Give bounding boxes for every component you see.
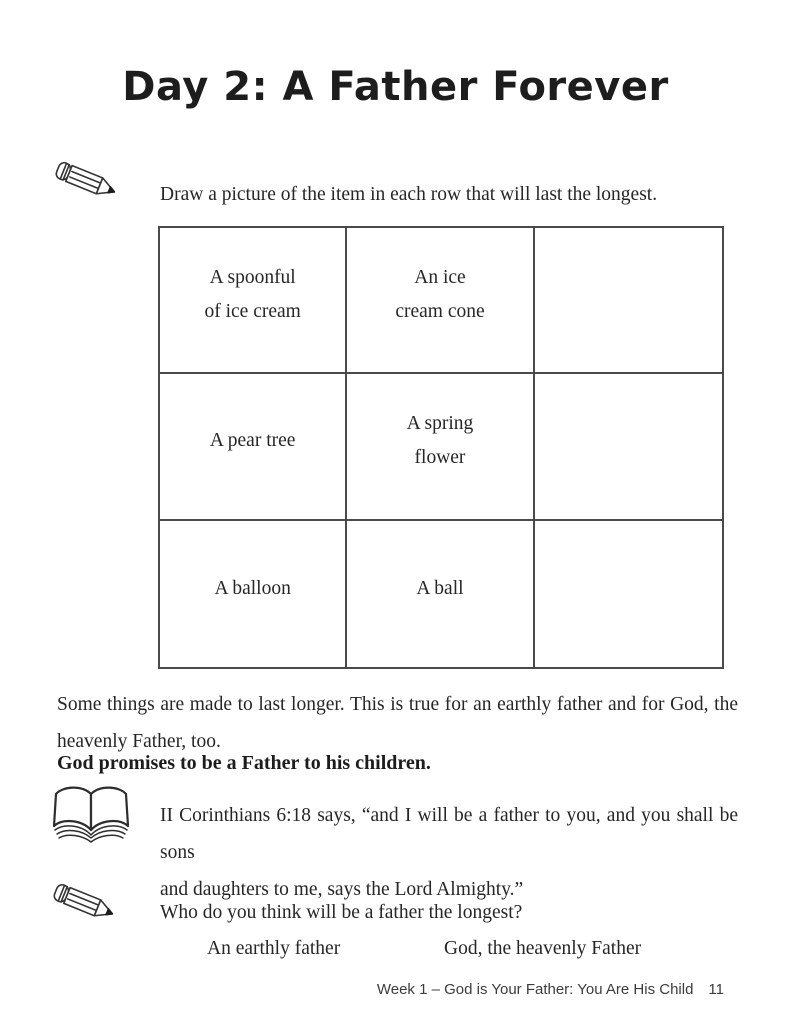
question-prompt: Who do you think will be a father the longest? <box>160 902 523 923</box>
table-cell <box>347 374 534 520</box>
activity-instruction: Draw a picture of the item in each row that will last the longest. <box>160 184 658 205</box>
cell-line: A spring <box>406 413 474 435</box>
pencil-icon <box>52 160 122 218</box>
table-cell <box>347 521 534 667</box>
cell-line: flower <box>414 447 466 469</box>
answer-option-heavenly-father: God, the heavenly Father <box>444 938 642 959</box>
cell-line: A balloon <box>214 577 291 599</box>
footer-text: Week 1 – God is Your Father: You Are His Child <box>376 981 694 998</box>
body-paragraph <box>57 686 738 760</box>
scripture-quote <box>160 797 738 908</box>
table-cell <box>160 521 347 667</box>
drawing-cell <box>535 521 722 667</box>
drawing-cell <box>535 228 722 374</box>
cell-line: An ice <box>414 267 466 289</box>
table-cell <box>160 374 347 520</box>
paragraph-line: Some things are made to last longer. This is true for an earthly father and for God, the <box>57 694 738 715</box>
answer-option-earthly-father: An earthly father <box>207 938 341 959</box>
longest-lasting-table <box>158 226 724 669</box>
drawing-cell <box>535 374 722 520</box>
page-number: 11 <box>708 981 724 998</box>
page-title: Day 2: A Father Forever <box>122 64 669 110</box>
cell-line: cream cone <box>395 301 485 323</box>
open-book-icon <box>48 780 134 852</box>
cell-line: A pear tree <box>209 430 296 452</box>
paragraph-line: heavenly Father, too. <box>57 731 221 752</box>
bold-statement: God promises to be a Father to his children. <box>57 752 431 774</box>
page-footer <box>377 981 724 998</box>
pencil-icon <box>50 882 120 940</box>
scripture-line: II Corinthians 6:18 says, “and I will be a father to you, and you shall be sons <box>160 805 738 863</box>
table-cell <box>160 228 347 374</box>
cell-line: A spoonful <box>209 267 296 289</box>
scripture-line: and daughters to me, says the Lord Almighty.” <box>160 879 524 900</box>
cell-line: of ice cream <box>204 301 301 323</box>
table-cell <box>347 228 534 374</box>
cell-line: A ball <box>416 577 464 599</box>
